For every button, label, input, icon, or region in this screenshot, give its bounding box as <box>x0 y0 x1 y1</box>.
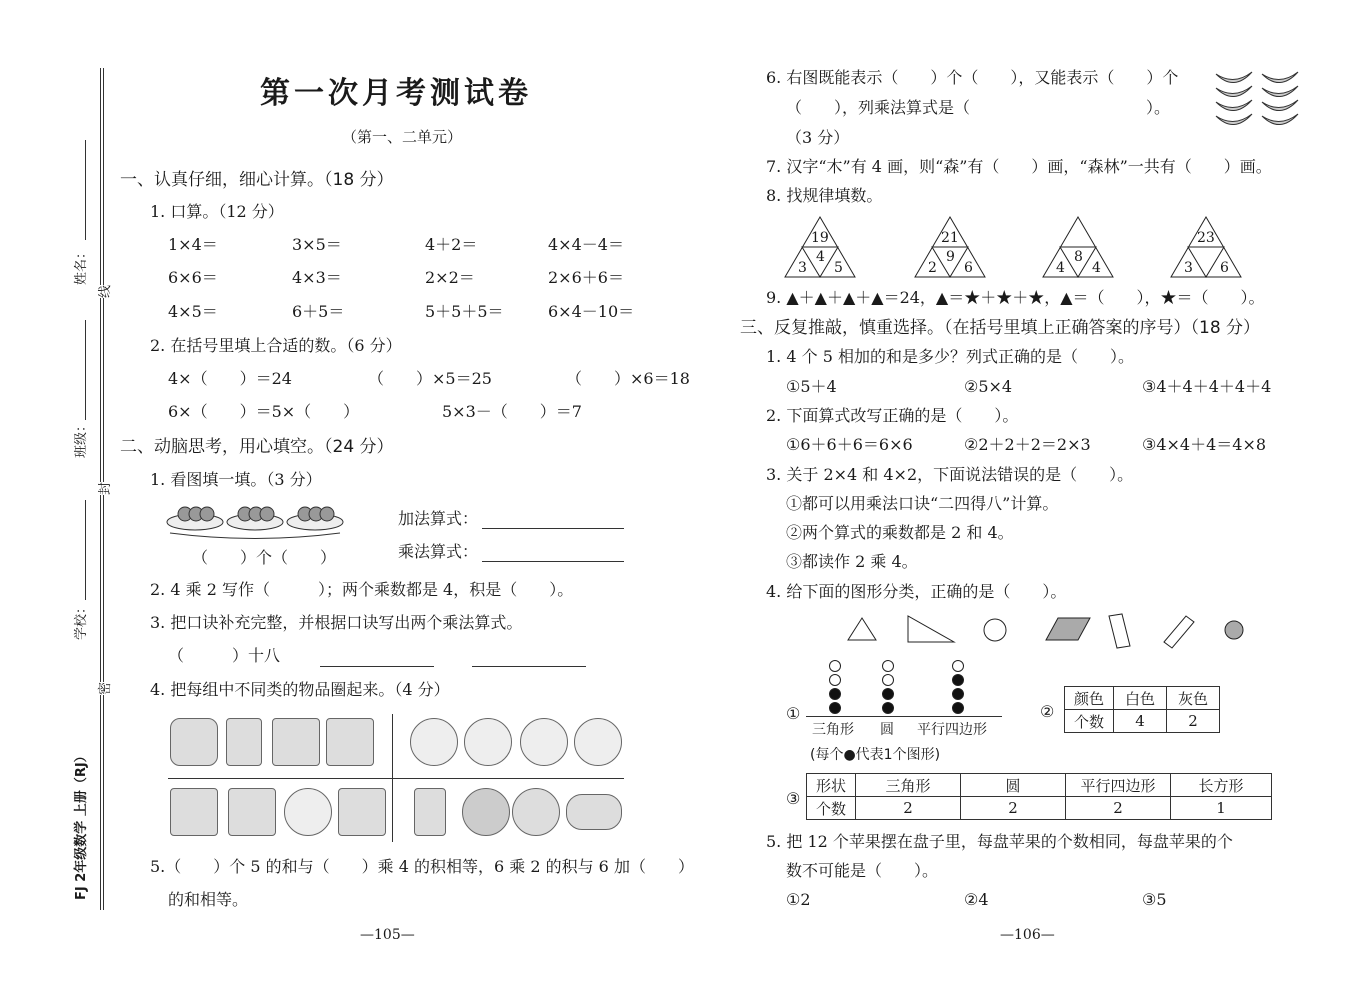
pictograph-axis-label: 平行四边形 <box>917 722 987 738</box>
white-dot <box>829 674 841 686</box>
page-subtitle: （第一、二单元） <box>342 128 463 146</box>
tri-center: 8 <box>1074 249 1083 265</box>
tri-top: 21 <box>941 230 959 246</box>
black-dot <box>952 688 964 700</box>
section-3-heading: 三、反复推敲，慎重选择。（在括号里填上正确答案的序号）（18 分） <box>740 318 1261 338</box>
rectangle-shape <box>1109 614 1130 648</box>
option-1-label[interactable]: ① <box>786 704 801 723</box>
c3: 3. 关于 2×4 和 4×2，下面说法错误的是（ ）。 <box>766 465 1134 484</box>
oral-item: 2×6＋6＝ <box>548 268 624 287</box>
oral-item: 4＋2＝ <box>425 235 478 254</box>
white-dot <box>882 660 894 672</box>
fill-item: 5×3－（ ）＝7 <box>442 402 582 421</box>
c3-option[interactable]: ②两个算式的乘数都是 2 和 4。 <box>786 523 1014 542</box>
sidebar-book-label: FJ 2年级数学 上册（RJ） <box>74 749 89 900</box>
tri-top: 19 <box>811 230 829 246</box>
tri-left: 4 <box>1056 260 1065 276</box>
tri-left: 3 <box>798 260 807 276</box>
parallelogram-shape <box>1046 618 1090 640</box>
page-number-left: —105— <box>360 927 415 943</box>
black-dot <box>829 702 841 714</box>
table-cell: 形状 <box>807 774 856 797</box>
table-cell: 白色 <box>1114 687 1167 710</box>
s2-q4: 4. 把每组中不同类的物品圈起来。（4 分） <box>150 680 450 699</box>
sidebar-school-label: 学校： <box>74 600 89 640</box>
fill-item: （ ）×5＝25 <box>368 369 492 388</box>
c3-option[interactable]: ③都读作 2 乘 4。 <box>786 552 918 571</box>
c3-option[interactable]: ①都可以用乘法口诀“二四得八”计算。 <box>786 494 1059 513</box>
class-underline <box>85 320 86 420</box>
sidebar-feng: 封 <box>94 482 113 495</box>
sidebar-name-label: 姓名： <box>74 245 89 285</box>
s2-q1-blank: （ ）个（ ） <box>192 548 337 567</box>
apple-plates-image <box>165 500 345 545</box>
table-lamp-icon[interactable] <box>338 788 386 836</box>
oral-item: 6×4－10＝ <box>548 302 635 321</box>
table-cell: 1 <box>1171 797 1272 820</box>
q3-answer-line-1[interactable] <box>320 666 434 667</box>
option-2-label[interactable]: ② <box>1040 702 1055 721</box>
table-cell: 灰色 <box>1167 687 1220 710</box>
r-q6b: （ ），列乘法算式是（ ）。 <box>786 98 1171 117</box>
c1-option[interactable]: ①5＋4 <box>786 377 837 396</box>
s2-q3: 3. 把口诀补充完整，并根据口诀写出两个乘法算式。 <box>150 613 523 632</box>
option-3-label[interactable]: ③ <box>786 789 801 808</box>
tri-left: 3 <box>1184 260 1193 276</box>
black-dot <box>882 702 894 714</box>
gray-circle-shape <box>1225 621 1243 639</box>
clock-icon[interactable] <box>464 718 512 766</box>
table-cell: 2 <box>1066 797 1171 820</box>
oral-item: 3×5＝ <box>292 235 342 254</box>
r-q6c: （3 分） <box>786 128 850 147</box>
c2-option[interactable]: ①6＋6＋6＝6×6 <box>786 435 913 454</box>
s2-q2: 2. 4 乘 2 写作（ ）；两个乘数都是 4，积是（ ）。 <box>150 580 574 599</box>
drum-icon[interactable] <box>512 788 560 836</box>
oral-item: 1×4＝ <box>168 235 218 254</box>
binder-icon[interactable] <box>226 718 262 766</box>
objects-grid-vline <box>392 714 393 842</box>
name-underline <box>85 140 86 240</box>
tri-right: 6 <box>964 260 973 276</box>
bed-icon[interactable] <box>326 718 374 766</box>
r-q6a: 6. 右图既能表示（ ）个（ ），又能表示（ ）个 <box>766 68 1179 87</box>
page-number-right: —106— <box>1000 927 1055 943</box>
pattern-triangle <box>914 216 986 278</box>
black-dot <box>882 688 894 700</box>
table-clock-icon[interactable] <box>520 718 568 766</box>
bananas-image <box>1212 66 1307 141</box>
right-triangle-shape <box>908 616 954 642</box>
c1-option[interactable]: ③4＋4＋4＋4＋4 <box>1142 377 1272 396</box>
option-2-table <box>1064 686 1220 733</box>
add-answer-line[interactable] <box>482 528 624 529</box>
table-cell: 个数 <box>807 797 856 820</box>
tri-left: 2 <box>928 260 937 276</box>
table-cell: 2 <box>961 797 1066 820</box>
c5b: 数不可能是（ ）。 <box>786 861 939 880</box>
tri-center: 9 <box>946 249 955 265</box>
apple-icon <box>178 507 334 521</box>
c5a: 5. 把 12 个苹果摆在盘子里，每盘苹果的个数相同，每盘苹果的个 <box>766 832 1233 851</box>
section-2-heading: 二、动脑思考，用心填空。（24 分） <box>120 437 394 457</box>
fill-item: （ ）×6＝18 <box>566 369 690 388</box>
s2-q1-mul-label: 乘法算式： <box>398 542 479 561</box>
triangle-shape <box>848 618 876 640</box>
pattern-triangle <box>1170 216 1242 278</box>
guitar-icon[interactable] <box>414 788 446 836</box>
table-cell: 平行四边形 <box>1066 774 1171 797</box>
fill-item: 6×（ ）＝5×（ ） <box>168 402 360 421</box>
black-dot <box>952 702 964 714</box>
table-cell: 4 <box>1114 710 1167 733</box>
c1-option[interactable]: ②5×4 <box>964 377 1013 396</box>
c2: 2. 下面算式改写正确的是（ ）。 <box>766 406 1019 425</box>
pictograph-axis-label: 圆 <box>880 722 894 738</box>
pictograph-axis-label: 三角形 <box>812 722 854 738</box>
pictograph-note: (每个●代表1个图形) <box>810 747 941 763</box>
pictograph-baseline <box>806 716 1002 717</box>
oral-item: 6＋5＝ <box>292 302 345 321</box>
school-underline <box>85 500 86 600</box>
shapes-row <box>846 612 1246 652</box>
desk-lamp-icon[interactable] <box>170 788 218 836</box>
c5-option[interactable]: ①2 <box>786 890 811 909</box>
table-cell: 2 <box>1167 710 1220 733</box>
pattern-triangle <box>1042 216 1114 278</box>
oral-item: 6×6＝ <box>168 268 218 287</box>
rhombus-rect-shape <box>1164 616 1194 648</box>
target-icon[interactable] <box>462 788 510 836</box>
black-dot <box>952 674 964 686</box>
tri-right: 6 <box>1220 260 1229 276</box>
oral-item: 2×2＝ <box>425 268 475 287</box>
oral-item: 4×4－4＝ <box>548 235 624 254</box>
objects-grid-hline <box>168 778 624 779</box>
c5-option[interactable]: ③5 <box>1142 890 1167 909</box>
sidebar-xian: 线 <box>94 285 113 298</box>
page-title: 第一次月考测试卷 <box>260 76 532 111</box>
washing-machine-icon[interactable] <box>272 718 320 766</box>
fill-item: 4×（ ）＝24 <box>168 369 292 388</box>
s2-q1: 1. 看图填一填。（3 分） <box>150 470 322 489</box>
oral-item: 4×3＝ <box>292 268 342 287</box>
q3-answer-line-2[interactable] <box>472 666 586 667</box>
r-q7: 7. 汉字“木”有 4 画，则“森”有（ ）画，“森林”一共有（ ）画。 <box>766 157 1272 176</box>
r-q9: 9. ▲＋▲＋▲＋▲＝24，▲＝★＋★＋★，▲＝（ ），★＝（ ）。 <box>766 288 1265 307</box>
section-1-heading: 一、认真仔细，细心计算。（18 分） <box>120 170 394 190</box>
tri-right: 5 <box>834 260 843 276</box>
fan-icon[interactable] <box>284 788 332 836</box>
table-cell: 圆 <box>961 774 1066 797</box>
alarm-clock-icon[interactable] <box>410 718 458 766</box>
table-cell: 长方形 <box>1171 774 1272 797</box>
oral-item: 4×5＝ <box>168 302 218 321</box>
s1-q2: 2. 在括号里填上合适的数。（6 分） <box>150 336 402 355</box>
c2-option[interactable]: ②2＋2＋2＝2×3 <box>964 435 1091 454</box>
pattern-triangle <box>784 216 856 278</box>
mul-answer-line[interactable] <box>482 561 624 562</box>
lamp-icon[interactable] <box>228 788 276 836</box>
sidebar-class-label: 班级： <box>74 418 89 458</box>
white-dot <box>882 674 894 686</box>
option-3-table <box>806 773 1272 820</box>
s1-q1: 1. 口算。（12 分） <box>150 202 284 221</box>
white-dot <box>952 660 964 672</box>
sidebar-mi: 密 <box>94 682 113 695</box>
table-cell: 2 <box>856 797 961 820</box>
c5-option[interactable]: ②4 <box>964 890 989 909</box>
table-cell: 个数 <box>1065 710 1114 733</box>
tri-center: 4 <box>816 249 825 265</box>
c2-option[interactable]: ③4×4＋4＝4×8 <box>1142 435 1267 454</box>
tuba-icon[interactable] <box>566 794 622 830</box>
s2-q1-add-label: 加法算式： <box>398 509 479 528</box>
table-cell: 三角形 <box>856 774 961 797</box>
black-dot <box>829 688 841 700</box>
s2-q5a: 5.（ ）个 5 的和与（ ）乘 4 的积相等，6 乘 2 的积与 6 加（ ） <box>150 857 694 876</box>
tri-top: 23 <box>1197 230 1215 246</box>
white-dot <box>829 660 841 672</box>
tri-right: 4 <box>1092 260 1101 276</box>
r-q8: 8. 找规律填数。 <box>766 186 883 205</box>
table-cell: 颜色 <box>1065 687 1114 710</box>
circle-shape <box>984 619 1006 641</box>
oral-item: 5＋5＋5＝ <box>425 302 504 321</box>
c1: 1. 4 个 5 相加的和是多少？列式正确的是（ ）。 <box>766 347 1134 366</box>
s2-q5b: 的和相等。 <box>168 890 249 909</box>
sofa-icon[interactable] <box>170 718 218 766</box>
watch-icon[interactable] <box>574 718 622 766</box>
s2-q3-line: （ ）十八 <box>168 646 281 665</box>
c4: 4. 给下面的图形分类，正确的是（ ）。 <box>766 582 1067 601</box>
